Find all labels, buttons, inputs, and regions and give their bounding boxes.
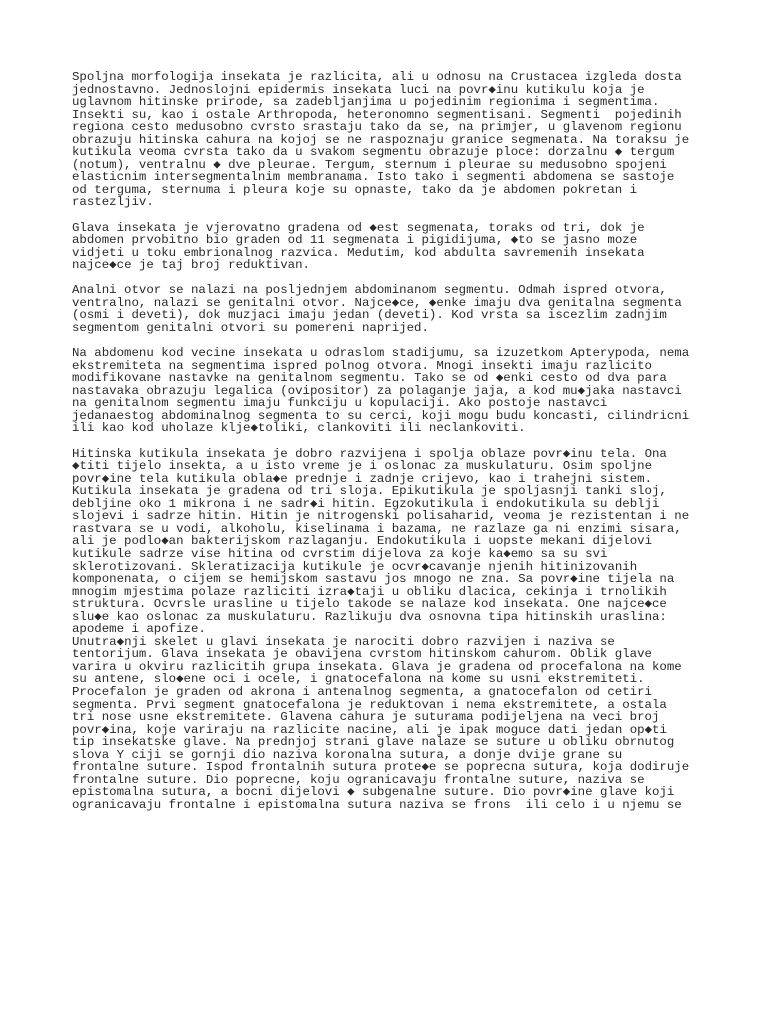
text-line: Spoljna morfologija insekata je razlicita, ali u odnosu na Crustacea izgleda dosta [72, 70, 682, 84]
text-line: segmenta. Prvi segment gnatocefalona je reduktovan i nema ekstremitete, a ostala [72, 697, 667, 712]
text-line: apodeme i apofize. [72, 622, 206, 637]
text-line: slojevi i sadrze hitin. Hitin je nitrogenski polisaharid, veoma je rezistentan i ne [72, 509, 690, 524]
document-page [72, 71, 712, 811]
text-line: rastvara se u vodi, alkoholu, kiselinama i bazama, ne razlaze ga ni enzimi sisara, [72, 521, 682, 536]
text-line: na genitalnom segmentu imaju funkciju u kopulaciji. Ako postoje nastavci [72, 396, 608, 411]
text-line: segmentom genitalni otvori su pomereni naprijed. [72, 321, 429, 336]
text-line: varira u okviru razlicitih grupa insekata. Glava je gradena od procefalona na kome [72, 659, 682, 674]
text-line: Hitinska kutikula insekata je dobro razvijena i spolja oblaze povr◆inu tela. Ona [72, 446, 667, 461]
text-line: ventralno, nalazi se genitalni otvor. Najce◆ce, ◆enke imaju dva genitalna segmenta [72, 295, 682, 310]
text-line: regiona cesto medusobno cvrsto srastaju tako da se, na primjer, u glavenom regionu [72, 120, 682, 135]
text-line: tip insekatske glave. Na prednjoj strani glave nalaze se suture u obliku obrnutog [72, 735, 675, 750]
text-line: tri nose usne ekstremitete. Glavena cahura je suturama podijeljena na veci broj [72, 710, 660, 725]
text-line: (osmi i deveti), dok muzjaci imaju jedan (deveti). Kod vrsta sa iscezlim zadnjim [72, 308, 667, 323]
paragraph-head-segments [72, 222, 712, 272]
text-line: (notum), ventralnu ◆ dve pleurae. Tergum, sternum i pleurae su medusobno spojeni [72, 157, 667, 172]
paragraph-anal-opening [72, 284, 712, 334]
text-line: komponenata, o cijem se hemijskom sastavu jos mnogo ne zna. Sa povr◆ine tijela na [72, 572, 675, 587]
text-line: jednostavno. Jednoslojni epidermis insekata luci na povr◆inu kutikulu koja je [72, 82, 645, 97]
text-line: povr◆ine tela kutikula obla◆e prednje i zadnje crijevo, kao i trahejni sistem. [72, 471, 653, 486]
text-line: uglavnom hitinske prirode, sa zadebljanjima u pojedinim regionima i segmentima. [72, 95, 660, 110]
text-line: debljine oko 1 mikrona i ne sadr◆i hitin. Egzokutikula i endokutikula su deblji [72, 496, 660, 511]
text-line: Na abdomenu kod vecine insekata u odraslom stadijumu, sa izuzetkom Apterypoda, nema [72, 346, 690, 361]
paragraph-internal-skeleton [72, 636, 712, 812]
text-line: frontalne suture. Dio poprecne, koju ogranicavaju frontalne suture, naziva se [72, 772, 645, 787]
text-line: tentorijum. Glava insekata je obavijena cvrstom hitinskom cahurom. Oblik glave [72, 647, 652, 662]
text-line: Insekti su, kao i ostale Arthropoda, heteronomno segmentisani. Segmenti pojedinih [72, 107, 682, 122]
paragraph-abdomen [72, 347, 712, 435]
text-line: Kutikula insekata je gradena od tri sloja. Epikutikula je spoljasnji tanki sloj, [72, 484, 667, 499]
text-line: povr◆ina, koje variraju na razlicite nacine, ali je ipak moguce dati jedan op◆ti [72, 722, 667, 737]
text-line: rastezljiv. [72, 195, 154, 210]
paragraph-morphology [72, 71, 712, 209]
text-line: sklerotizovani. Skleratizacija kutikule je ocvr◆cavanje njenih hitinizovanih [72, 559, 638, 574]
text-line: Procefalon je graden od akrona i antenalnog segmenta, a gnatocefalon od cetiri [72, 684, 652, 699]
text-line: kutikula veoma cvrsta tako da u svakom segmentu obrazuje ploce: dorzalnu ◆ tergum [72, 145, 675, 160]
text-line: Analni otvor se nalazi na posljednjem abdominanom segmentu. Odmah ispred otvora, [72, 283, 667, 298]
text-line: od terguma, sternuma i pleura koje su opnaste, tako da je abdomen pokretan i [72, 182, 638, 197]
text-line: ili kao kod uholaze klje◆toliki, clankoviti ili neclankoviti. [72, 421, 526, 436]
text-line: modifikovane nastavke na genitalnom segmentu. Tako se od ◆enki cesto od dva para [72, 371, 667, 386]
text-line: ekstremiteta na segmentima ispred polnog otvora. Mnogi insekti imaju razlicito [72, 358, 652, 373]
text-line: epistomalna sutura, a bocni dijelovi ◆ subgenalne suture. Dio povr◆ine glave koji [72, 785, 675, 800]
text-line: abdomen prvobitno bio graden od 11 segmenata i pigidijuma, ◆to se jasno moze [72, 233, 638, 248]
text-line: mnogim mjestima polaze razliciti izra◆taji u obliku dlacica, cekinja i trnolikih [72, 584, 667, 599]
text-line: ogranicavaju frontalne i epistomalna sutura naziva se frons ili celo i u njemu se [72, 797, 682, 812]
text-line: vidjeti u toku embrionalnog razvica. Medutim, kod abdulta savremenih insekata [72, 245, 645, 260]
text-line: elasticnim intersegmentalnim membranama. Isto tako i segmenti abdomena se sastoje [72, 170, 675, 185]
text-line: kutikule sadrze vise hitina od cvrstim dijelova za koje ka◆emo sa su svi [72, 546, 608, 561]
text-line: ali je podlo◆an bakterijskom razlaganju. Endokutikula i uopste mekani dijelovi [72, 534, 653, 549]
text-line: jedanaestog abdominalnog segmenta to su cerci, koji mogu budu koncasti, cilindricni [72, 408, 690, 423]
text-line: Unutra◆nji skelet u glavi insekata je narociti dobro razvijen i naziva se [72, 634, 615, 649]
text-line: slu◆e kao oslonac za muskulaturu. Razlikuju dva osnovna tipa hitinskih uraslina: [72, 609, 667, 624]
text-line: obrazuju hitinska cahura na kojoj se ne raspoznaju granice segmenata. Na toraksu je [72, 132, 690, 147]
paragraph-cuticle [72, 448, 712, 636]
text-line: nastavaka obrazuju legalica (ovipositor) za polaganje jaja, a kod mu◆jaka nastavci [72, 383, 682, 398]
text-line: slova Y ciji se gornji dio naziva koronalna sutura, a donje dvije grane su [72, 747, 623, 762]
text-line: ◆titi tijelo insekta, a u isto vreme je i oslonac za muskulaturu. Osim spoljne [72, 459, 653, 474]
text-line: Glava insekata je vjerovatno gradena od ◆est segmenata, toraks od tri, dok je [72, 220, 645, 235]
text-line: najce◆ce je taj broj reduktivan. [72, 258, 310, 273]
text-line: su antene, slo◆ene oci i ocele, i gnatocefalona na kome su usni ekstremiteti. [72, 672, 645, 687]
text-line: struktura. Ocvrsle urasline u tijelo takode se nalaze kod insekata. One najce◆ce [72, 597, 667, 612]
text-line: frontalne suture. Ispod frontalnih sutura prote◆e se poprecna sutura, koja dodiruje [72, 760, 690, 775]
